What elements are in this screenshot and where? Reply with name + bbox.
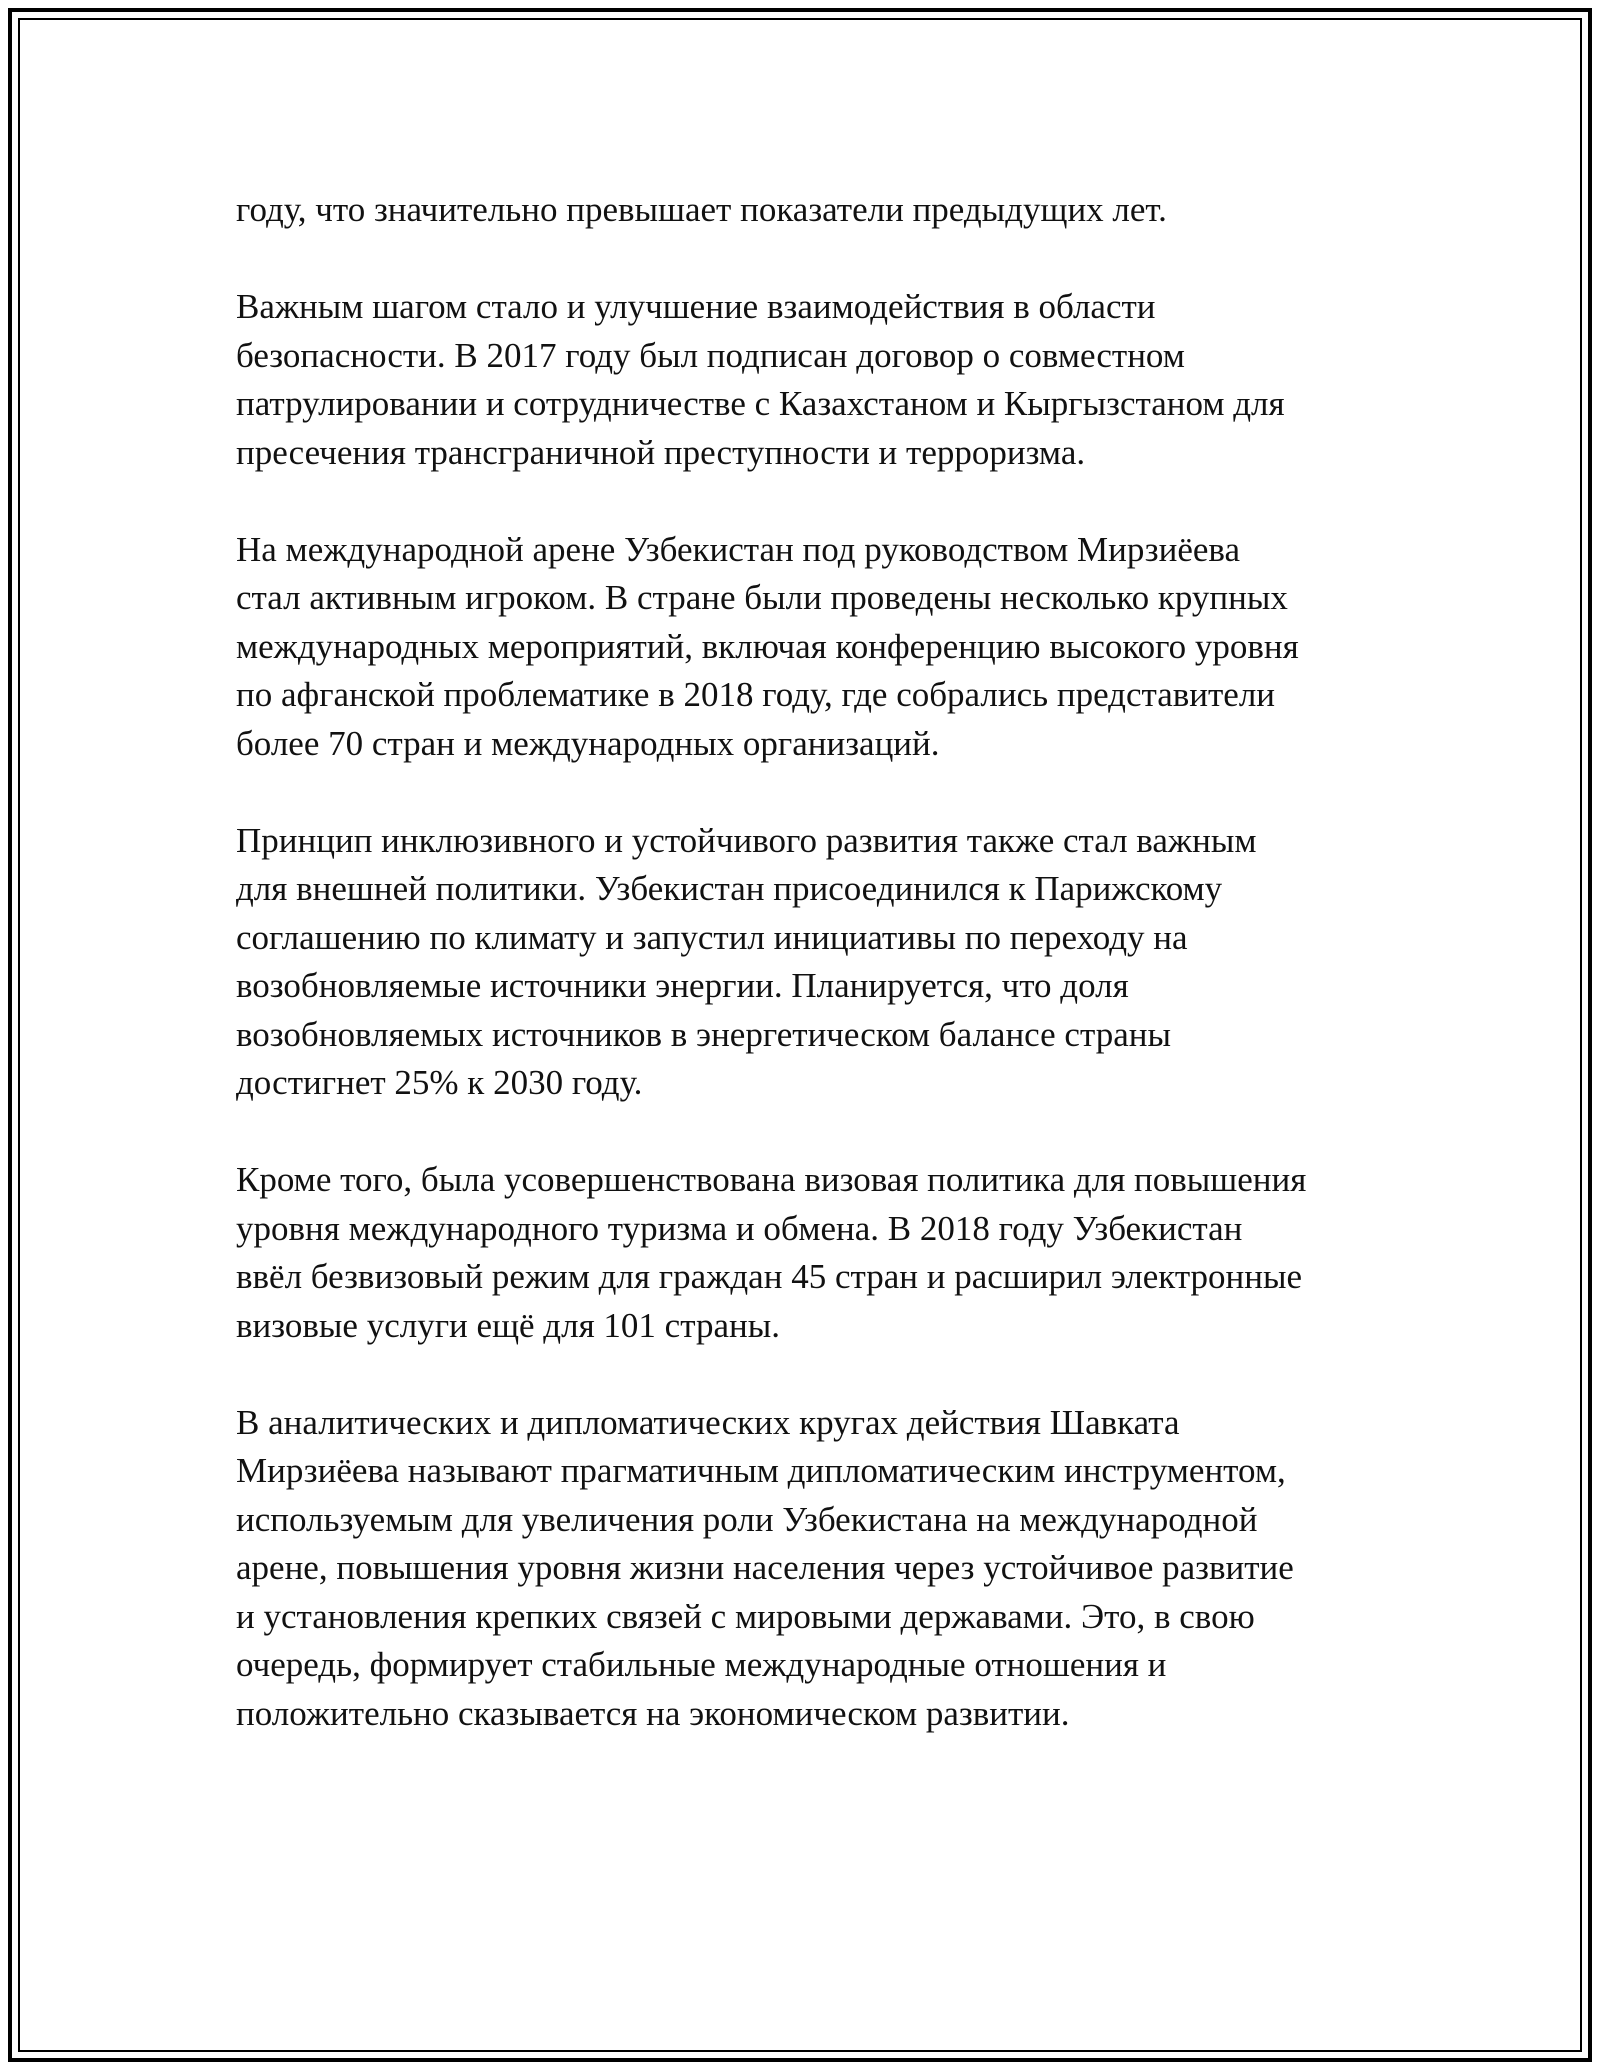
text-line: более 70 стран и международных организаций. bbox=[236, 723, 940, 763]
text-line: визовые услуги ещё для 101 страны. bbox=[236, 1305, 780, 1345]
paragraph bbox=[236, 817, 1386, 1108]
text-line: и установления крепких связей с мировыми державами. Это, в свою bbox=[236, 1596, 1255, 1636]
paragraph bbox=[236, 526, 1386, 769]
text-line: уровня международного туризма и обмена. В 2018 году Узбекистан bbox=[236, 1208, 1243, 1248]
text-line: для внешней политики. Узбекистан присоединился к Парижскому bbox=[236, 869, 1223, 908]
text-line: достигнет 25% к 2030 году. bbox=[236, 1063, 643, 1102]
paragraph bbox=[236, 186, 1386, 235]
text-line: Важным шагом стало и улучшение взаимодействия в области bbox=[236, 287, 1156, 326]
document-body bbox=[236, 186, 1386, 1787]
text-line: ввёл безвизовый режим для граждан 45 стран и расширил электронные bbox=[236, 1257, 1303, 1296]
paragraph bbox=[236, 283, 1386, 477]
paragraph bbox=[236, 1399, 1386, 1739]
text-line: международных мероприятий, включая конференцию высокого уровня bbox=[236, 626, 1299, 666]
text-line: Принцип инклюзивного и устойчивого развития также стал важным bbox=[236, 820, 1257, 860]
text-line: возобновляемых источников в энергетическом балансе страны bbox=[236, 1014, 1171, 1054]
text-line: арене, повышения уровня жизни населения через устойчивое развитие bbox=[236, 1548, 1294, 1587]
text-line: положительно сказывается на экономическом развитии. bbox=[236, 1693, 1070, 1733]
text-line: безопасности. В 2017 году был подписан договор о совместном bbox=[236, 335, 1185, 375]
text-line: используемым для увеличения роли Узбекистана на международной bbox=[236, 1499, 1258, 1539]
text-line: В аналитических и дипломатических кругах действия Шавката bbox=[236, 1402, 1180, 1442]
text-line: пресечения трансграничной преступности и терроризма. bbox=[236, 432, 1086, 472]
text-line: На международной арене Узбекистан под руководством Мирзиёева bbox=[236, 529, 1240, 569]
text-line: стал активным игроком. В стране были проведены несколько крупных bbox=[236, 578, 1288, 617]
paragraph bbox=[236, 1156, 1386, 1350]
text-line: Мирзиёева называют прагматичным дипломатическим инструментом, bbox=[236, 1451, 1286, 1490]
text-line: соглашению по климату и запустил инициативы по переходу на bbox=[236, 917, 1188, 957]
text-line: Кроме того, была усовершенствована визовая политика для повышения bbox=[236, 1160, 1307, 1199]
text-line: возобновляемые источники энергии. Планируется, что доля bbox=[236, 966, 1129, 1005]
text-line: патрулировании и сотрудничестве с Казахстаном и Кыргызстаном для bbox=[236, 384, 1285, 423]
text-line: очередь, формирует стабильные международные отношения и bbox=[236, 1645, 1167, 1684]
text-line: году, что значительно превышает показатели предыдущих лет. bbox=[236, 190, 1167, 229]
text-line: по афганской проблематике в 2018 году, где собрались представители bbox=[236, 675, 1276, 714]
